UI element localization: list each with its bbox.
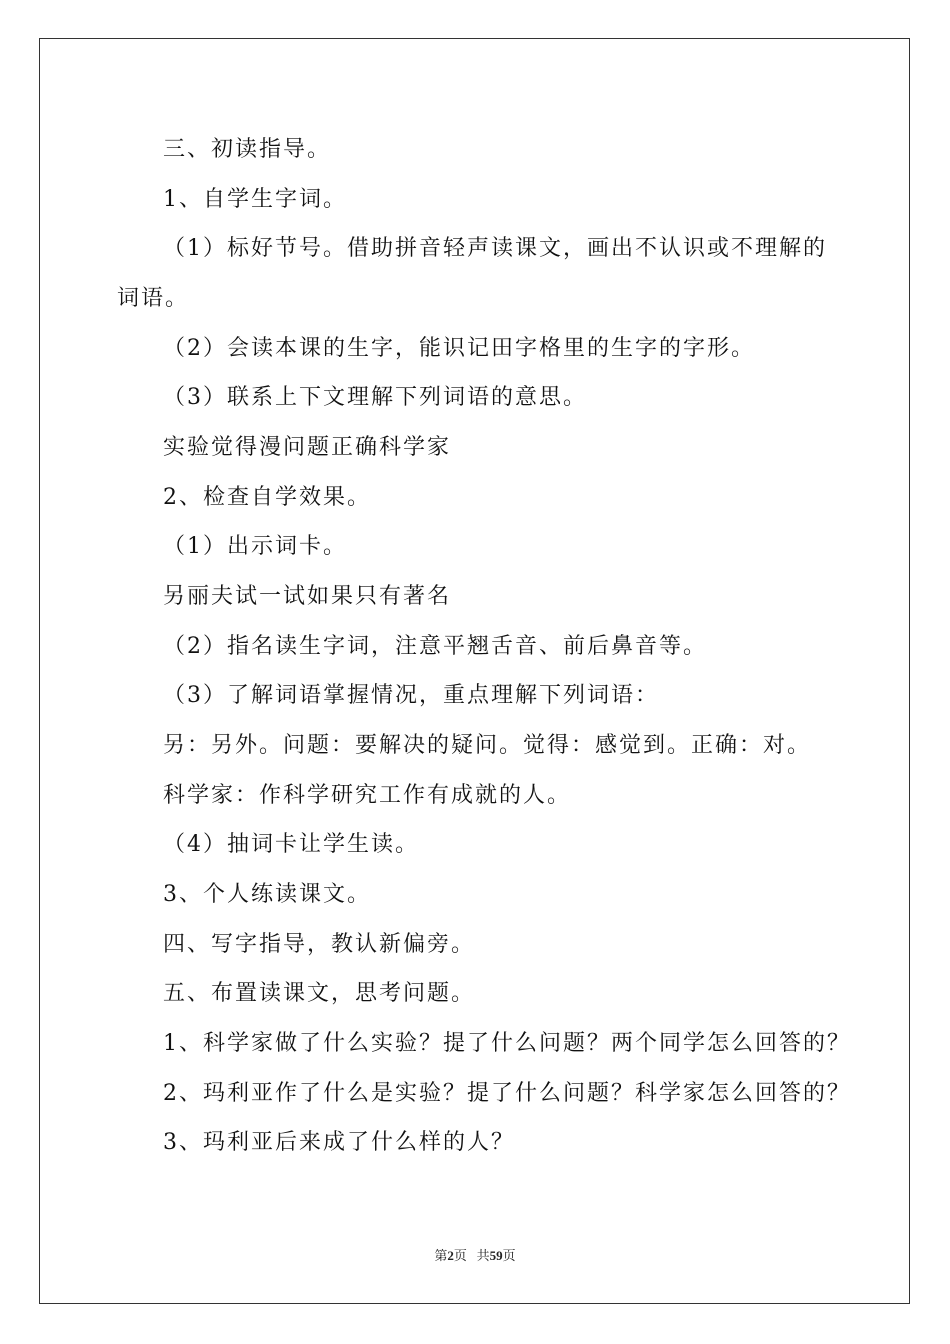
paragraph-line: （1）出示词卡。 (163, 534, 347, 559)
paragraph-line: 另丽夫试一试如果只有著名 (163, 584, 452, 609)
page-footer (0, 1247, 950, 1265)
page-suffix: 页 (453, 1248, 467, 1263)
paragraph-line: 实验觉得漫问题正确科学家 (163, 435, 452, 460)
paragraph-line: （2）会读本课的生字，能识记田字格里的生字的字形。 (163, 336, 755, 361)
section-heading-3: 三、初读指导。 (163, 137, 332, 162)
paragraph-line: 另：另外。问题：要解决的疑问。觉得：感觉到。正确：对。 (163, 733, 812, 758)
paragraph-line: （1）标好节号。借助拼音轻声读课文，画出不认识或不理解的 (163, 236, 827, 261)
paragraph-line: （3）联系上下文理解下列词语的意思。 (163, 385, 587, 410)
paragraph-line: 词语。 (117, 286, 190, 311)
paragraph-line: 1、自学生字词。 (163, 187, 347, 212)
total-prefix: 共 (476, 1248, 490, 1263)
paragraph-line: 2、检查自学效果。 (163, 485, 371, 510)
page-prefix: 第 (434, 1248, 448, 1263)
paragraph-line: 科学家：作科学研究工作有成就的人。 (163, 783, 572, 808)
page-number: 2 (447, 1248, 454, 1263)
paragraph-line: （3）了解词语掌握情况，重点理解下列词语： (163, 683, 659, 708)
paragraph-line: 3、个人练读课文。 (163, 882, 371, 907)
total-pages: 59 (489, 1248, 503, 1263)
paragraph-line: （4）抽词卡让学生读。 (163, 832, 419, 857)
section-heading-5: 五、布置读课文，思考问题。 (163, 981, 476, 1006)
question-line: 2、玛利亚作了什么是实验？提了什么问题？科学家怎么回答的？ (163, 1081, 851, 1106)
section-heading-4: 四、写字指导，教认新偏旁。 (163, 932, 476, 957)
question-line: 3、玛利亚后来成了什么样的人？ (163, 1130, 515, 1155)
paragraph-line: （2）指名读生字词，注意平翘舌音、前后鼻音等。 (163, 634, 707, 659)
total-suffix: 页 (502, 1248, 516, 1263)
question-line: 1、科学家做了什么实验？提了什么问题？两个同学怎么回答的？ (163, 1031, 851, 1056)
